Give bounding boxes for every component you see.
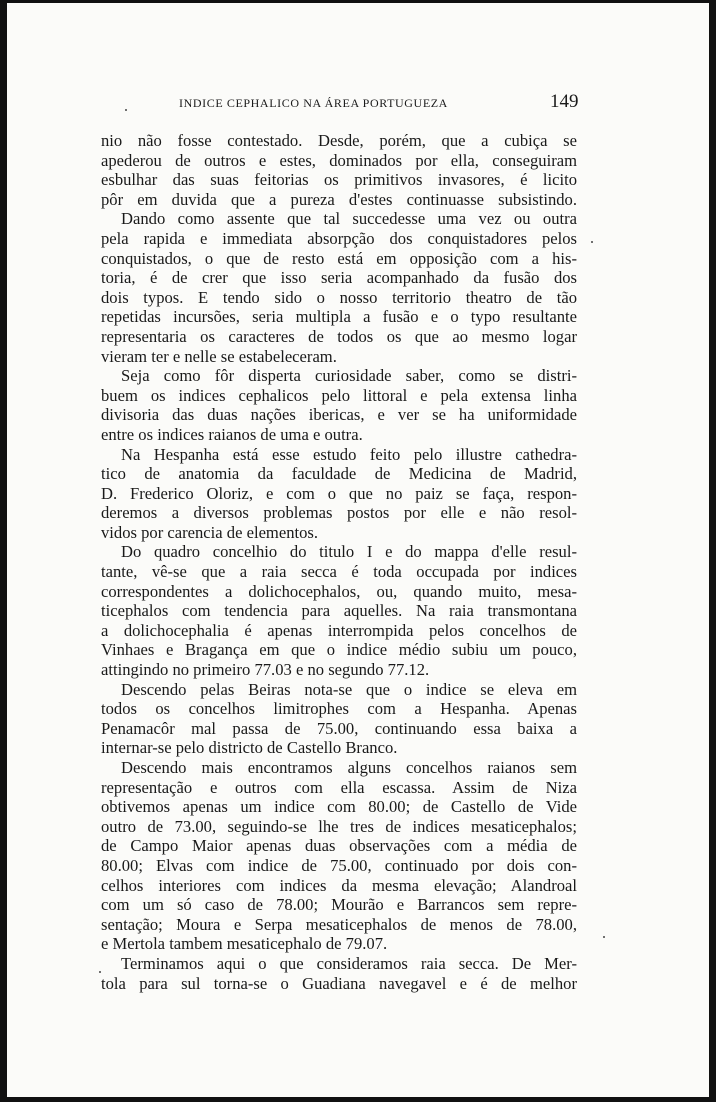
page-number: 149 [550, 91, 579, 112]
paragraph-start-line: Seja como fôr disperta curiosidade saber, como se distri- [121, 366, 577, 386]
text-line: dois typos. E tendo sido o nosso territorio theatro de tão [101, 287, 577, 307]
scan-speck [125, 109, 127, 111]
text-line: outro de 73.00, seguindo-se lhe tres de indices mesaticephalos; [101, 816, 577, 836]
text-line: repetidas incursões, seria multipla a fusão e o typo resultante [101, 307, 577, 327]
text-line: apederou de outros e estes, dominados por ella, conseguiram [101, 150, 577, 170]
text-line: Vinhaes e Bragança em que o indice médio subiu um pouco, [101, 640, 577, 660]
paragraph-end-line: e Mertola tambem mesaticephalo de 79.07. [101, 934, 388, 954]
text-line: pela rapida e immediata absorpção dos conquistadores pelos [101, 228, 577, 248]
text-line: obtivemos apenas um indice com 80.00; de Castello de Vide [101, 797, 577, 817]
paragraph-start-line: Na Hespanha está esse estudo feito pelo illustre cathedra- [121, 444, 577, 464]
text-line: tola para sul torna-se o Guadiana navegavel e é de melhor [101, 973, 577, 993]
paragraph-end-line: vieram ter e nelle se estabeleceram. [101, 346, 337, 366]
text-line: toria, é de crer que isso seria acompanhado da fusão dos [101, 268, 577, 288]
scan-speck [591, 241, 593, 243]
paragraph-start-line: Dando como assente que tal succedesse uma vez ou outra [121, 209, 577, 229]
paragraph-start-line: Terminamos aqui o que consideramos raia secca. De Mer- [121, 953, 577, 973]
paragraph-start-line: Do quadro concelhio do titulo I e do mappa d'elle resul- [121, 542, 577, 562]
paragraph-end-line: vidos por carencia de elementos. [101, 522, 319, 542]
text-line: ticephalos com tendencia para aquelles. Na raia transmontana [101, 601, 577, 621]
text-line: nio não fosse contestado. Desde, porém, que a cubiça se [101, 131, 577, 150]
scan-speck [603, 936, 605, 938]
text-line: representaria os caracteres de todos os que ao mesmo logar [101, 326, 577, 346]
text-line: com um só caso de 78.00; Mourão e Barrancos sem repre- [101, 895, 577, 915]
text-line: Penamacôr mal passa de 75.00, continuando essa baixa a [101, 718, 577, 738]
text-line: divisoria das duas nações ibericas, e ver se ha uniformidade [101, 405, 577, 425]
text-line: de Campo Maior apenas duas observações com a média de [101, 836, 577, 856]
body-text [101, 131, 577, 993]
paragraph-end-line: entre os indices raianos de uma e outra. [101, 424, 363, 444]
text-line: a dolichocephalia é apenas interrompida pelos concelhos de [101, 620, 577, 640]
text-line: pôr em duvida que a pureza d'estes continuasse subsistindo. [101, 189, 577, 209]
scan-speck [99, 971, 101, 973]
paragraph-start-line: Descendo mais encontramos alguns concelhos raianos sem [121, 758, 577, 777]
text-line: D. Frederico Oloriz, e com o que no paiz se faça, respon- [101, 483, 577, 503]
paragraph-end-line: attingindo no primeiro 77.03 e no segundo 77.12. [101, 660, 430, 680]
text-line: correspondentes a dolichocephalos, ou, quando muito, mesa- [101, 581, 577, 601]
running-header: INDICE CEPHALICO NA ÁREA PORTUGUEZA [179, 96, 448, 110]
paragraph-end-line: internar-se pelo districto de Castello Branco. [101, 738, 398, 758]
text-line: representação e outros com ella escassa. Assim de Niza [101, 777, 577, 797]
text-line: celhos interiores com indices da mesma elevação; Alandroal [101, 875, 577, 895]
text-line: sentação; Moura e Serpa mesaticephalos de menos de 78.00, [101, 914, 577, 934]
text-line: deremos a diversos problemas postos por elle e não resol- [101, 503, 577, 523]
text-line: esbulhar das suas feitorias os primitivos invasores, é licito [101, 170, 577, 190]
text-line: tante, vê-se que a raia secca é toda occupada por indices [101, 562, 577, 582]
text-line: 80.00; Elvas com indice de 75.00, continuado por dois con- [101, 855, 577, 875]
text-line: conquistados, o que de resto está em opposição com a his- [101, 248, 577, 268]
text-line: buem os indices cephalicos pelo littoral e pela extensa linha [101, 385, 577, 405]
text-line: tico de anatomia da faculdade de Medicina de Madrid, [101, 464, 577, 484]
paragraph-start-line: Descendo pelas Beiras nota-se que o indice se eleva em [121, 679, 577, 699]
text-line: todos os concelhos limitrophes com a Hespanha. Apenas [101, 699, 577, 719]
